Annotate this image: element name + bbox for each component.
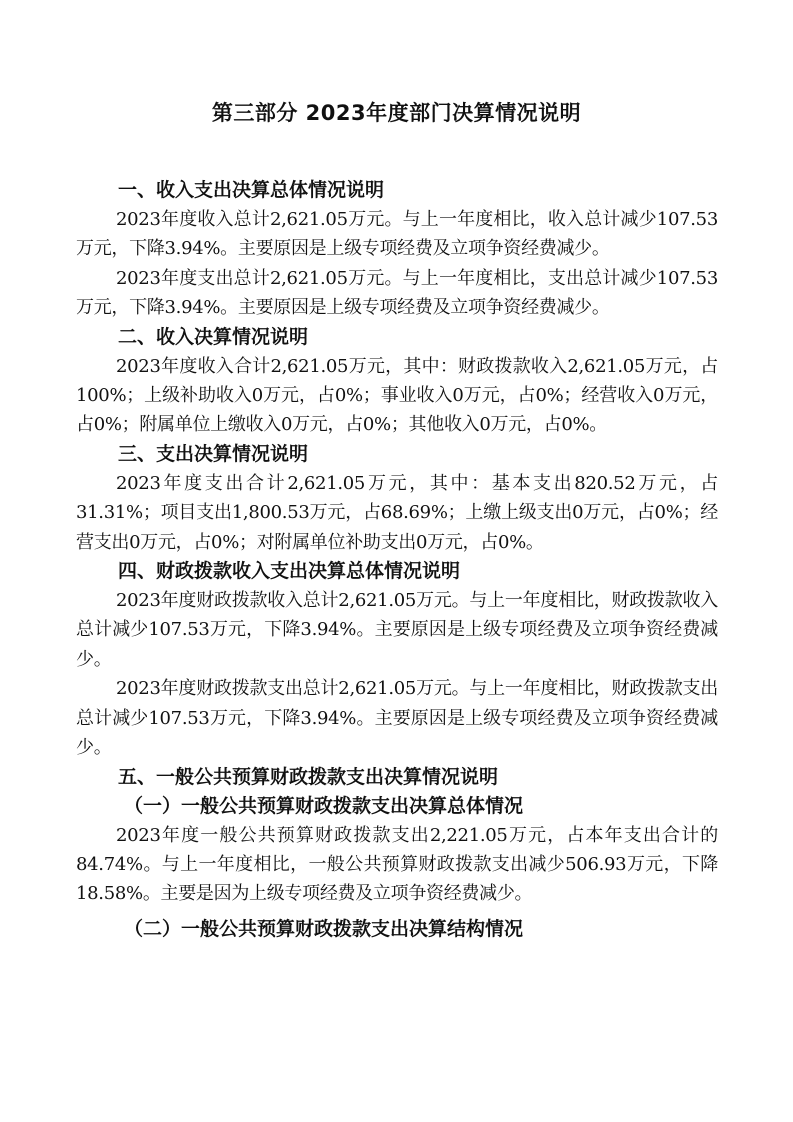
section-2-heading: 二、收入决算情况说明 — [118, 325, 309, 348]
document-body — [76, 176, 718, 944]
section-3-heading: 三、支出决算情况说明 — [118, 442, 309, 465]
section-4-heading: 四、财政拨款收入支出决算总体情况说明 — [118, 560, 461, 583]
section-5-1-heading: （一）一般公共预算财政拨款支出决算总体情况 — [124, 794, 524, 817]
section-3-paragraph-1: 2023年度支出合计2,621.05万元，其中：基本支出820.52万元，占31.31%；项目支出1,800.53万元，占68.69%；上缴上级支出0万元，占0%；经营支出0万元，占0%；对附属单位补助支出0万元，占0%。 — [76, 472, 718, 553]
section-1-heading: 一、收入支出决算总体情况说明 — [118, 179, 385, 201]
section-5-2-heading: （二）一般公共预算财政拨款支出决算结构情况 — [124, 917, 524, 940]
section-1-paragraph-1: 2023年度收入总计2,621.05万元。与上一年度相比，收入总计减少107.53万元，下降3.94%。主要原因是上级专项经费及立项争资经费减少。 — [76, 209, 718, 260]
section-2-paragraph-1: 2023年度收入合计2,621.05万元，其中：财政拨款收入2,621.05万元，占100%；上级补助收入0万元，占0%；事业收入0万元，占0%；经营收入0万元，占0%；附属单位上缴收入0万元，占0%；其他收入0万元，占0%。 — [76, 355, 718, 436]
section-4-paragraph-2: 2023年度财政拨款支出总计2,621.05万元。与上一年度相比，财政拨款支出总计减少107.53万元，下降3.94%。主要原因是上级专项经费及立项争资经费减少。 — [76, 678, 718, 759]
page-title: 第三部分 2023年度部门决算情况说明 — [211, 101, 582, 125]
section-4-paragraph-1: 2023年度财政拨款收入总计2,621.05万元。与上一年度相比，财政拨款收入总计减少107.53万元，下降3.94%。主要原因是上级专项经费及立项争资经费减少。 — [76, 590, 718, 670]
section-5-heading: 五、一般公共预算财政拨款支出决算情况说明 — [118, 765, 499, 788]
section-1-paragraph-2: 2023年度支出总计2,621.05万元。与上一年度相比，支出总计减少107.53万元，下降3.94%。主要原因是上级专项经费及立项争资经费减少。 — [76, 267, 718, 319]
section-5-1-paragraph-1: 2023年度一般公共预算财政拨款支出2,221.05万元，占本年支出合计的84.74%。与上一年度相比，一般公共预算财政拨款支出减少506.93万元，下降18.58%。主要是因为上级专项经费及立项争资经费减少。 — [76, 824, 718, 905]
